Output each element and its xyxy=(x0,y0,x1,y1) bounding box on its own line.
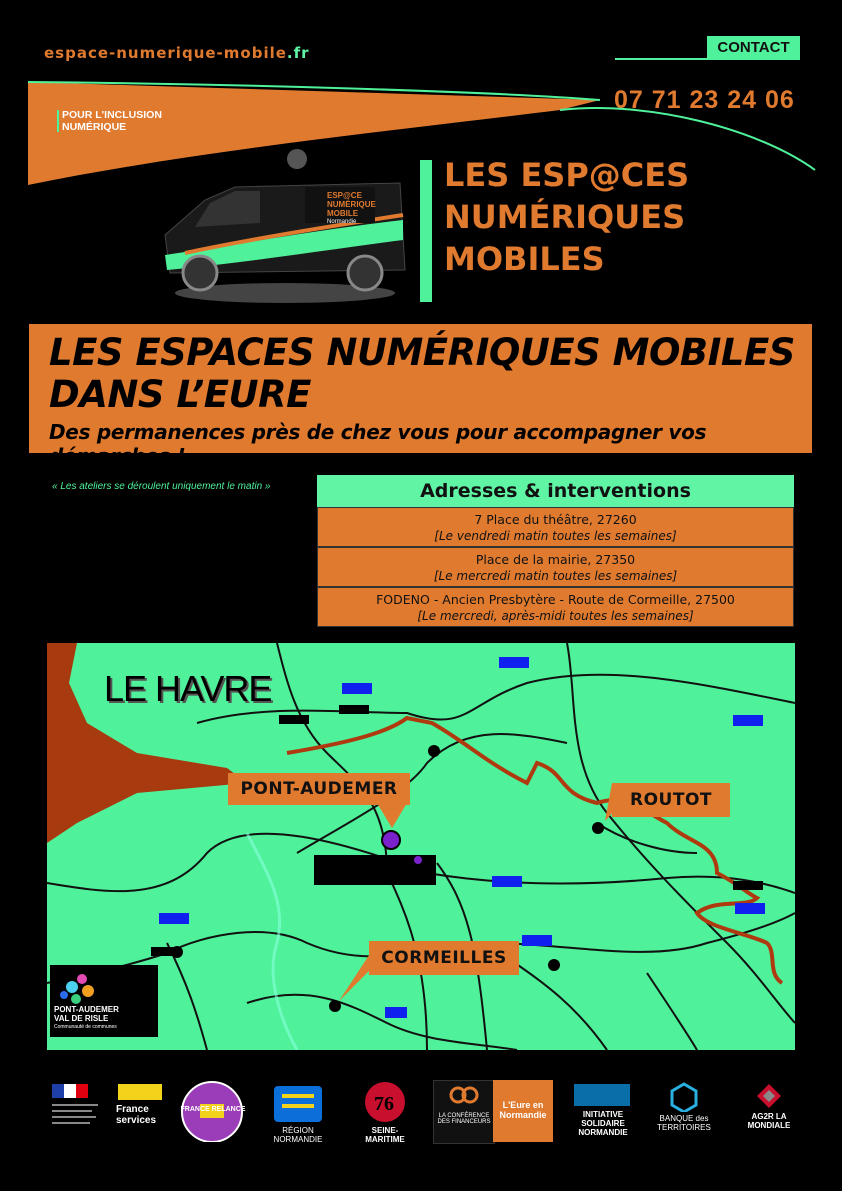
site-name[interactable] xyxy=(44,44,310,62)
region-normandie-label: RÉGION NORMANDIE xyxy=(273,1126,323,1144)
address-schedule: [Le mercredi matin toutes les semaines] xyxy=(433,569,678,583)
logo-line1: PONT-AUDEMER xyxy=(54,1005,119,1014)
conference-icon xyxy=(434,1081,494,1111)
partner-logo-region-normandie xyxy=(260,1080,336,1142)
van-text2: NUMÉRIQUE xyxy=(327,200,376,209)
partner-logo-seine-maritime xyxy=(352,1080,418,1142)
van-text1: ESP@CE xyxy=(327,191,362,200)
banner-title xyxy=(49,332,795,416)
brand-line3: MOBILES xyxy=(444,240,605,278)
address-text: 7 Place du théâtre, 27260 xyxy=(474,512,637,527)
brand-line1: LES ESP@CES xyxy=(444,156,690,194)
addresses-header: Adresses & interventions xyxy=(317,475,794,507)
place-label-cormeilles[interactable]: CORMEILLES xyxy=(369,941,519,975)
partner-logo-initiative-solidaire xyxy=(570,1080,636,1142)
partner-logo-france-services xyxy=(114,1080,168,1142)
tagline xyxy=(62,109,162,133)
france-services-icon xyxy=(114,1080,168,1102)
address-text: FODENO - Ancien Presbytère - Route de Cormeille, 27500 xyxy=(376,592,735,607)
france-services-label: France services xyxy=(116,1104,157,1126)
partner-logo-banque-territoires xyxy=(646,1080,722,1142)
partner-logo-eure xyxy=(493,1080,553,1142)
republique-flag-icon xyxy=(48,1080,102,1142)
banner-title-line1: LES ESPACES NUMÉRIQUES MOBILES xyxy=(49,331,795,374)
area-map[interactable] xyxy=(47,643,795,1050)
place-label-routot[interactable]: ROUTOT xyxy=(612,783,730,817)
normandie-shield-icon xyxy=(260,1080,336,1124)
address-schedule: [Le mercredi, après-midi toutes les semaines] xyxy=(417,609,694,623)
van-text4: Normandie xyxy=(327,219,357,225)
address-row xyxy=(317,547,794,587)
workshop-note: « Les ateliers se déroulent uniquement le matin » xyxy=(52,481,271,492)
banner-subtitle: Des permanences près de chez vous pour accompagner vos démarches ! xyxy=(49,420,707,468)
pont-audemer-logo-text xyxy=(54,1005,119,1032)
partner-logo-republique xyxy=(48,1080,102,1142)
tagline-line2: NUMÉRIQUE xyxy=(62,121,127,133)
ag2r-diamond-icon xyxy=(736,1080,802,1110)
address-row xyxy=(317,507,794,547)
initiative-label: INITIATIVE SOLIDAIRE NORMANDIE xyxy=(578,1110,628,1137)
tagline-bar xyxy=(57,110,59,132)
banner-title-line2: DANS L’EURE xyxy=(49,373,311,416)
svg-text:76: 76 xyxy=(374,1093,394,1115)
conference-label: LA CONFÉRENCE DES FINANCEURS xyxy=(437,1113,491,1125)
partner-logo-ag2r xyxy=(736,1080,802,1142)
address-text: Place de la mairie, 27350 xyxy=(475,552,636,567)
brand-title xyxy=(444,154,689,280)
seine-maritime-label: SEINE-MARITIME xyxy=(365,1126,405,1144)
phone-number[interactable]: 07 71 23 24 06 xyxy=(614,86,795,114)
brand-bar xyxy=(420,160,432,302)
site-name-main: espace-numerique-mobile xyxy=(44,44,287,62)
contact-button[interactable]: CONTACT xyxy=(707,36,800,60)
eure-label: L'Eure en Normandie xyxy=(499,1100,547,1120)
seine-maritime-icon xyxy=(352,1080,418,1124)
contact-underline xyxy=(615,58,707,60)
pont-audemer-logo xyxy=(50,965,158,1037)
brand-line2: NUMÉRIQUES xyxy=(444,198,686,236)
van-illustration xyxy=(155,145,410,305)
ag2r-label: AG2R LA MONDIALE xyxy=(747,1112,791,1130)
initiative-icon xyxy=(570,1080,636,1108)
title-banner xyxy=(29,324,812,468)
partner-logos xyxy=(40,1080,810,1150)
france-relance-label: FRANCE RELANCE xyxy=(180,1106,246,1113)
logo-line3: Communauté de communes xyxy=(54,1024,117,1030)
hexagon-icon xyxy=(646,1080,722,1112)
banque-territoires-label: BANQUE des TERRITOIRES xyxy=(657,1114,711,1132)
tagline-line1: POUR L'INCLUSION xyxy=(62,109,162,121)
address-row xyxy=(317,587,794,627)
addresses-table xyxy=(317,475,794,627)
address-schedule: [Le vendredi matin toutes les semaines] xyxy=(434,529,677,543)
partner-logo-conference-financeurs xyxy=(433,1080,495,1144)
site-name-tld: .fr xyxy=(286,44,310,62)
partner-logo-france-relance xyxy=(180,1080,246,1142)
place-label-pont-audemer[interactable]: PONT-AUDEMER xyxy=(228,773,410,805)
logo-line2: VAL DE RISLE xyxy=(54,1014,109,1023)
city-label-le-havre: LE HAVRE xyxy=(104,668,272,709)
van-text3: MOBILE xyxy=(327,209,359,218)
